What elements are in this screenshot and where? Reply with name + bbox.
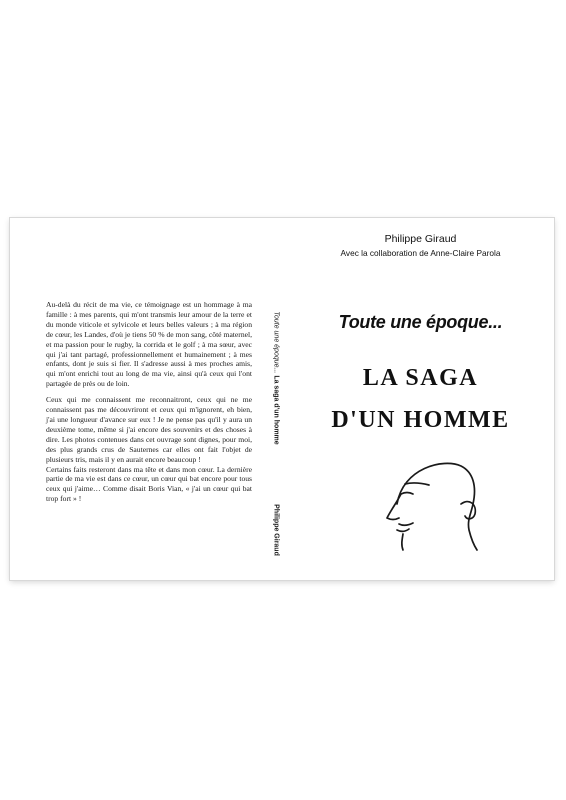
collaboration-credit: Avec la collaboration de Anne-Claire Parola [340,248,501,258]
blurb-paragraph-1: Au-delà du récit de ma vie, ce témoignage est un hommage à ma famille : à mes parents, qui m'ont transmis leur amour de la terre et du monde viticole et sylvicole et leurs belles valeurs ; à ma région de cœur, les Landes, d'où je tiens 50 % de mon sang, côté maternel, et ma passion pour le rugby, la corrida et le golf ; à ma sœur, avec qui j'ai tant partagé, professionnellement et humainement ; à mes enfants, dont je suis si fier. Il s'adresse aussi à mes proches amis, qui m'ont enrichi tout au long de ma vie, ainsi qu'à ceux qui l'ont partagée de près ou de loin. [46,300,252,389]
front-cover [287,218,554,580]
back-cover-blurb [46,300,252,510]
book-title-line-2: D'UN HOMME [331,407,510,433]
spine-subtitle: Toute une époque... [272,311,280,374]
blurb-paragraph-3: Certains faits resteront dans ma tête et dans mon cœur. La dernière partie de ma vie est dans ce cœur, un cœur qui bat encore pour tous ceux qui j'aime… Comme disait Boris Vian, « j'ai un cœur qui bat trop fort » ! [46,464,252,504]
book-subtitle: Toute une époque... [338,312,503,332]
blurb-paragraph-2: Ceux qui me connaissent me reconnaitront, ceux qui ne me connaissent pas me découvriront et ceux qui m'ignorent, eh bien, j'ai une longueur d'avance sur eux ! Je ne pense pas qu'il y aura un deuxième tome, même si j'ai encore des souvenirs et des choses à dire. Les photos contenues dans cet ouvrage sont dignes, pour moi, des plus grands crus de Sauternes car elles ont fait l'objet de plusieurs tris, mais il y en aurait encore beaucoup ! [46,395,252,464]
profile-portrait-illustration [377,450,497,560]
book-cover [10,218,554,580]
back-cover [10,218,265,580]
spine-author: Philippe Giraud [272,504,280,556]
spine [265,218,287,580]
book-title-line-1: LA SAGA [362,365,479,391]
author-name: Philippe Giraud [384,233,457,245]
spine-main-title: La saga d'un homme [272,375,280,445]
spine-title [273,311,280,444]
